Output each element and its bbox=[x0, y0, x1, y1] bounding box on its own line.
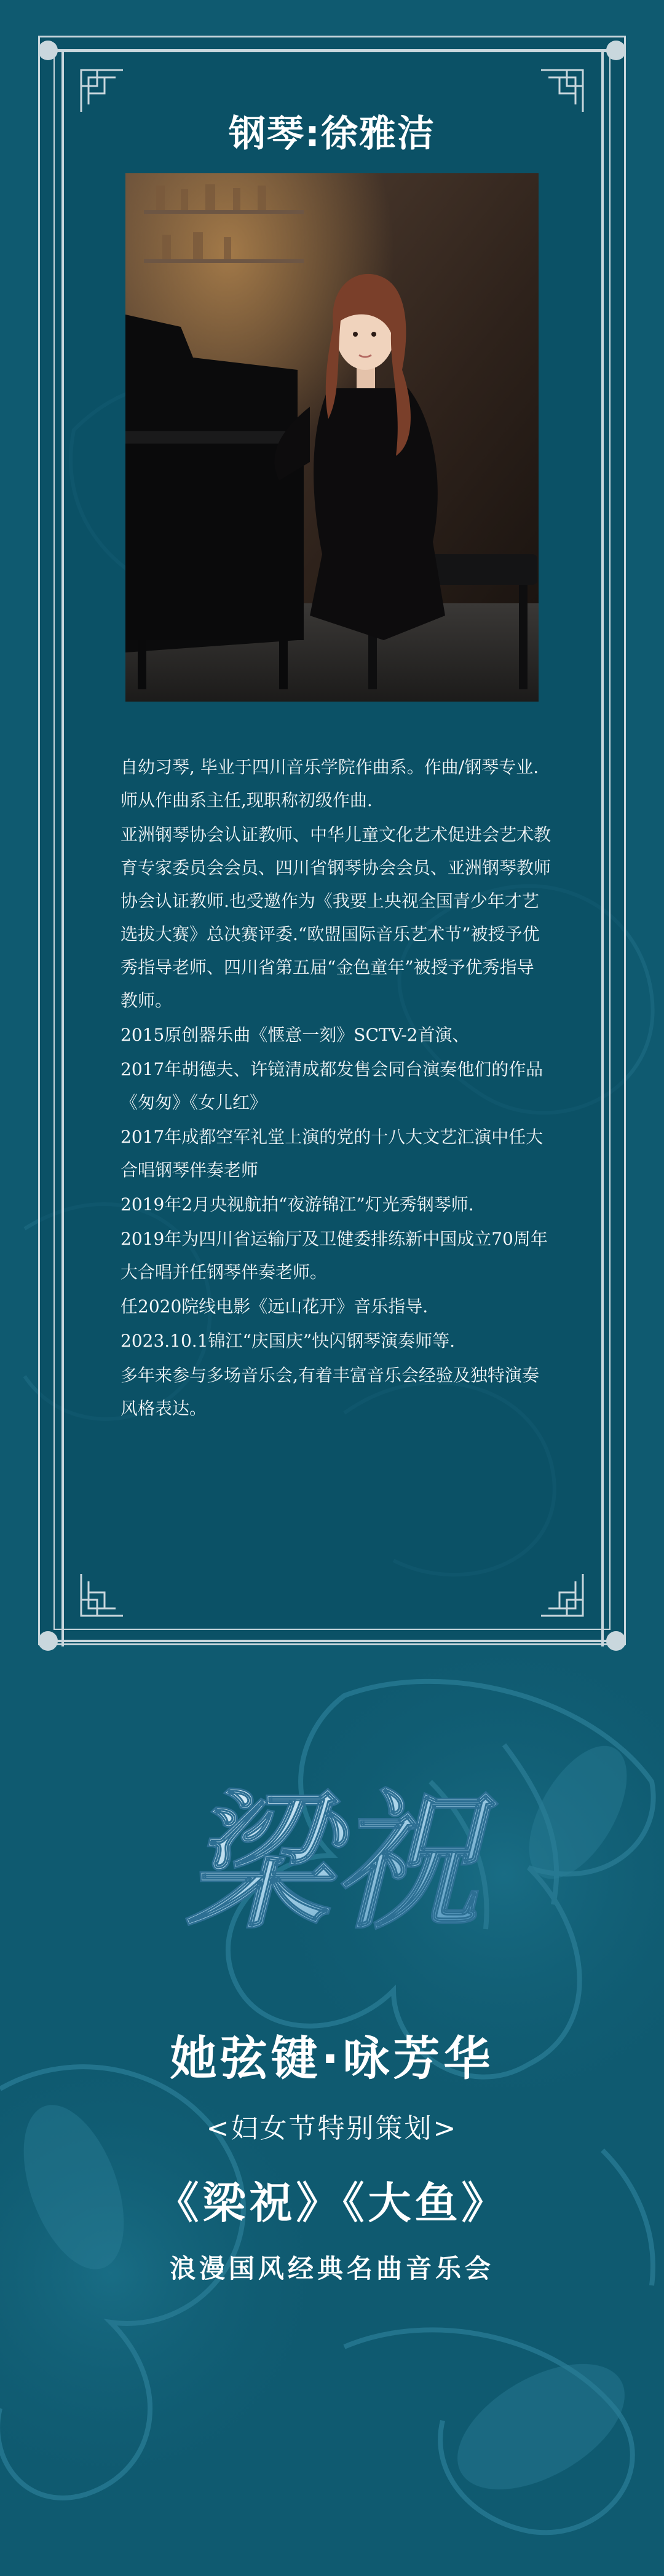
bottom-rail bbox=[49, 1640, 615, 1642]
bio-paragraph: 亚洲钢琴协会认证教师、中华儿童文化艺术促进会艺术教育专家委员会会员、四川省钢琴协会会员、亚洲钢琴教师协会认证教师.也受邀作为《我要上央视全国青少年才艺选拔大赛》总决赛评委.“欧盟国际音乐艺术节”被授予优秀指导老师、四川省第五届“金色童年”被授予优秀指导教师。 bbox=[121, 824, 551, 1011]
bio-paragraph: 2023.10.1锦江“庆国庆”快闪钢琴演奏师等. bbox=[121, 1331, 456, 1351]
bio-paragraph: 2017年胡德夫、许镜清成都发售会同台演奏他们的作品《匆匆》《女儿红》 bbox=[121, 1059, 543, 1113]
bio-paragraph: 2019年为四川省运输厅及卫健委排练新中国成立70周年大合唱并任钢琴伴奏老师。 bbox=[121, 1229, 548, 1282]
bio-paragraph: 2019年2月央视航拍“夜游锦江”灯光秀钢琴师. bbox=[121, 1194, 474, 1215]
calligraphy-text: 梁祝 bbox=[184, 1775, 480, 1949]
calligraphy-title bbox=[123, 1769, 541, 1954]
bottom-right-dot bbox=[606, 1631, 626, 1651]
performer-title: 钢琴:徐雅洁 bbox=[229, 112, 435, 155]
bio-paragraph: 自幼习琴, 毕业于四川音乐学院作曲系。作曲/钢琴专业.师从作曲系主任,现职称初级作曲. bbox=[121, 757, 539, 810]
portrait-illustration bbox=[125, 173, 539, 702]
bio-text-block bbox=[121, 751, 551, 1427]
right-rail bbox=[601, 49, 604, 1646]
bio-paragraph: 2017年成都空军礼堂上演的党的十八大文艺汇演中任大合唱钢琴伴奏老师 bbox=[121, 1127, 543, 1180]
bio-paragraph: 多年来参与多场音乐会,有着丰富音乐会经验及独特演奏风格表达。 bbox=[121, 1365, 539, 1419]
poster-works: 《梁祝》《大鱼》 bbox=[156, 2177, 508, 2228]
pianist-portrait-image bbox=[125, 173, 539, 702]
poster-subtitle: <妇女节特别策划> bbox=[206, 2113, 458, 2144]
left-rail bbox=[61, 49, 64, 1646]
bio-paragraph: 任2020院线电影《远山花开》音乐指导. bbox=[121, 1296, 429, 1317]
poster-concert-name: 浪漫国风经典名曲音乐会 bbox=[169, 2253, 494, 2284]
top-rail bbox=[49, 49, 615, 52]
top-left-dot bbox=[38, 41, 58, 60]
poster-headline: 她弦键·咏芳华 bbox=[170, 2031, 494, 2086]
corner-ornament-bottom-right-icon bbox=[539, 1572, 585, 1618]
corner-ornament-bottom-left-icon bbox=[79, 1572, 125, 1618]
top-right-dot bbox=[606, 41, 626, 60]
bio-paragraph: 2015原创器乐曲《惬意一刻》SCTV-2首演、 bbox=[121, 1025, 470, 1045]
bottom-left-dot bbox=[38, 1631, 58, 1651]
